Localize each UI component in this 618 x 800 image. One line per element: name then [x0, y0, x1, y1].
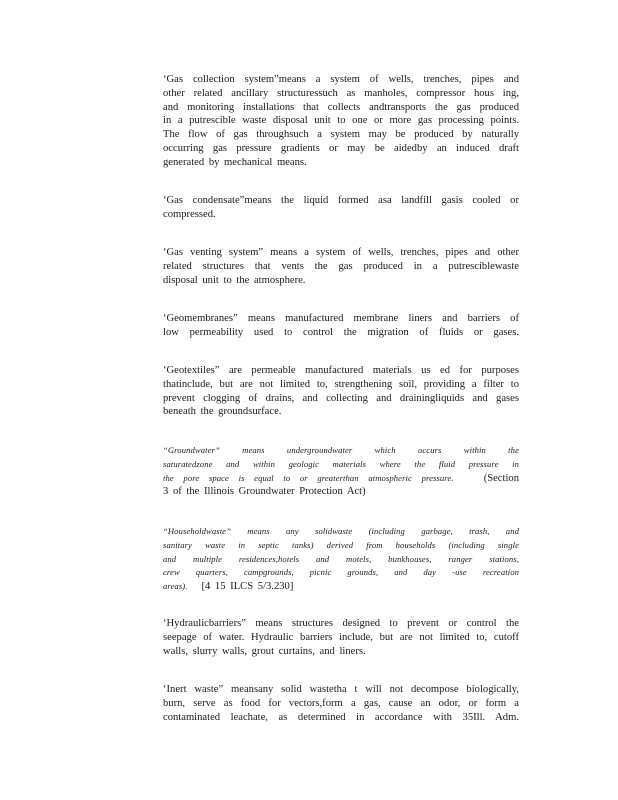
text-line: contaminated leachate, as determined in accordance with 35Ill. Adm. [163, 711, 519, 723]
text-line: “Groundwater” means undergroundwater which occurs within the [163, 445, 519, 455]
definition-gas-venting-system [163, 246, 519, 287]
text-line: ‘Inert waste” meansany solid wastetha t will not decompose biologically, [163, 684, 519, 695]
text-line: The flow of gas throughsuch a system may be produced by naturally [163, 129, 519, 141]
text-line: generated by mechanical means. [163, 156, 307, 168]
text-line: ‘Hydraulicbarriers” means structures designed to prevent or control the [163, 618, 519, 629]
text-line: compressed. [163, 208, 216, 220]
text-line: ‘Gas collection system”means a system of wells, trenches, pipes and [163, 74, 519, 85]
text-line: other related ancillary structuressuch as manholes, compressor hous ing, [163, 87, 519, 99]
text-line [163, 472, 519, 486]
citation-text: [4 15 ILCS 5/3.230] [201, 581, 294, 593]
text-line: occurring gas pressure gradients or may be aidedby an induced draft [163, 142, 519, 154]
text-line: prevent clogging of drains, and collecting and drainingliquids and gases [163, 392, 519, 404]
text-line: related structures that vents the gas produced in a putresciblewaste [163, 260, 519, 272]
text-line: and multiple residences,hotels and motels, bunkhouses, ranger stations, [163, 553, 519, 564]
text-line: crew quarters, campgrounds, picnic grounds, and day -use recreation [163, 567, 519, 578]
definition-geotextiles [163, 364, 519, 419]
citation-text: (Section [483, 472, 519, 484]
definition-geomembranes [163, 312, 519, 340]
text-segment: areas). [163, 581, 188, 592]
text-segment: the pore space is equal to or greaterthan atmospheric pressure. [163, 472, 454, 483]
definition-gas-collection-system [163, 73, 519, 170]
definition-hydraulicbarriers [163, 617, 519, 658]
text-line: in a putrescible waste disposal unit to one or more gas processing points. [163, 115, 519, 127]
text-line: ‘Geotextiles” are permeable manufactured materials us ed for purposes [163, 365, 519, 376]
text-line: ‘Geomembranes” means manufactured membrane liners and barriers of [163, 313, 519, 324]
text-line [163, 580, 519, 594]
definition-inert-waste [163, 683, 519, 724]
text-line: burn, serve as food for vectors,form a gas, cause an odor, or form a [163, 697, 519, 709]
definition-householdwaste [163, 525, 519, 594]
text-line: disposal unit to the atmosphere. [163, 274, 306, 286]
text-line: saturatedzone and within geologic materials where the fluid pressure in [163, 458, 519, 469]
text-line: ‘Gas venting system” means a system of wells, trenches, pipes and other [163, 247, 519, 258]
text-line: and monitoring installations that collects andtransports the gas produced [163, 101, 519, 113]
text-line: beneath the groundsurface. [163, 406, 282, 418]
definition-groundwater [163, 444, 519, 499]
text-line: “Householdwaste” means any solidwaste (including garbage, trash, and [163, 526, 519, 536]
text-line: sanitary waste in septic tanks) derived from households (including single [163, 539, 519, 550]
definition-gas-condensate [163, 194, 519, 222]
text-line: thatinclude, but are not limited to, strengthening soil, providing a filter to [163, 378, 519, 390]
text-line: walls, slurry walls, grout curtains, and liners. [163, 645, 366, 657]
text-line: low permeability used to control the migration of fluids or gases. [163, 326, 519, 338]
citation-text: 3 of the Illinois Groundwater Protection Act) [163, 486, 366, 498]
text-line: seepage of water. Hydraulic barriers include, but are not limited to, cutoff [163, 631, 519, 643]
text-line: ‘Gas condensate”means the liquid formed asa landfill gasis cooled or [163, 195, 519, 206]
